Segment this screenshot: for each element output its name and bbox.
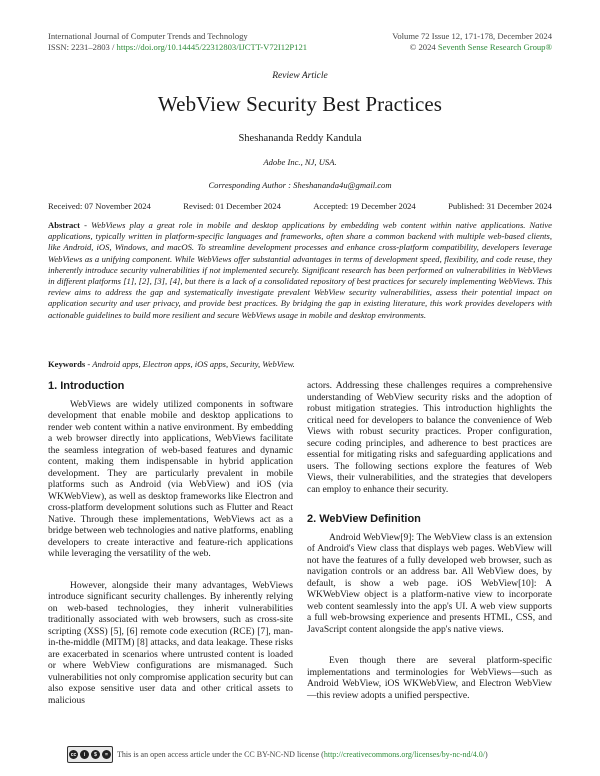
cc-icon: cc	[70, 751, 77, 758]
paper-title: WebView Security Best Practices	[157, 92, 443, 116]
definition-paragraph-2: Even though there are several platform-specific implementations and terminologies for WebViews—such as Android WebView, iOS WKWebView, and Electron WebView—this review adopts a unified perspective.	[307, 656, 552, 701]
publisher-link[interactable]: Seventh Sense Research Group®	[437, 42, 552, 52]
nc-icon: $	[91, 750, 100, 759]
intro-paragraph-2-continued: actors. Addressing these challenges requires a comprehensive understanding of WebView security risks and the adoption of robust mitigation strategies. This introduction highlights the critical need for developers to balance the convenience of Web Views with robust security practices. Proper configuration, secure coding principles, and adherence to best practices are essential for mitigating risks and safeguarding applications and users. The following sections explore the features of Web Views, their vulnerabilities, and the strategies that developers can employ to enhance their security.	[307, 381, 552, 495]
issn: ISSN: 2231–2803 /	[48, 42, 115, 52]
license-text: This is an open access article under the CC BY-NC-ND license (	[117, 750, 324, 759]
copyright: © 2024	[409, 42, 436, 52]
volume-info: Volume 72 Issue 12, 171-178, December 2024	[392, 31, 552, 41]
section-heading-webview-definition: 2. WebView Definition	[307, 513, 421, 525]
intro-paragraph-1: WebViews are widely utilized components in software development that enable mobile and desktop applications to render web content within a native environment. By embedding a web browser directly into applications, WebViews facilitate the seamless integration of web-based features and dynamic content, making them indispensable in hybrid application development. They are particularly prevalent in mobile platforms such as Android (via WebView) and iOS (via WKWebView), as well as desktop frameworks like Electron and cross-platform development solutions such as Flutter and React Native. Through these implementations, WebViews act as a bridge between web technologies and native platforms, enabling developers to create interactive and feature-rich applications while leveraging the versatility of the web.	[48, 399, 293, 559]
keywords-label: Keywords	[48, 359, 86, 369]
doi-link[interactable]: https://doi.org/10.14445/22312803/IJCTT-V72I12P121	[116, 42, 308, 52]
abstract-label: Abstract	[48, 220, 80, 230]
date-accepted: Accepted: 19 December 2024	[313, 201, 416, 211]
journal-header-left	[48, 31, 307, 53]
date-received: Received: 07 November 2024	[48, 201, 151, 211]
section-heading-introduction: 1. Introduction	[48, 380, 125, 392]
cc-license-badge[interactable]	[67, 746, 113, 763]
license-link[interactable]: http://creativecommons.org/licenses/by-nc-nd/4.0/	[323, 750, 485, 759]
intro-paragraph-2: However, alongside their many advantages, WebViews introduce significant security challenges. By inherently relying on web-based technologies, they inherit vulnerabilities traditionally associated with web browsers, such as cross-site scripting (XSS) [5], [6] remote code execution (RCE) [7], man-in-the-middle (MITM) [8] attacks, and data leakage. These risks are exacerbated in scenarios where untrusted content is loaded or where WebView configurations are mismanaged. Such vulnerabilities not only compromise application security but can also expose sensitive user data and other critical assets to malicious	[48, 580, 293, 706]
journal-header-right	[392, 31, 552, 53]
keywords-text: - Android apps, Electron apps, iOS apps, Security, WebView.	[85, 359, 295, 369]
keywords	[48, 359, 552, 369]
nd-icon: =	[102, 750, 111, 759]
journal-name: International Journal of Computer Trends and Technology	[48, 31, 248, 41]
date-revised: Revised: 01 December 2024	[183, 201, 281, 211]
license-footer	[67, 746, 488, 763]
dates-row	[48, 201, 552, 211]
article-type: Review Article	[272, 71, 328, 81]
corresponding-author: Corresponding Author : Sheshananda4u@gmail.com	[208, 180, 392, 190]
definition-paragraph-1: Android WebView[9]: The WebView class is an extension of Android's View class that displays web pages. WebView will not have the features of a fully developed web browser, such as navigation controls or an address bar. All WebView does, by default, is show a web page. iOS WebView[10]: A WKWebView object is a platform-native view to incorporate web content seamlessly into the app's UI. A web view supports a full web-browsing experience and presents HTML, CSS, and JavaScript content alongside the app's native views.	[307, 532, 552, 635]
date-published: Published: 31 December 2024	[448, 201, 552, 211]
affiliation: Adobe Inc., NJ, USA.	[263, 157, 337, 167]
abstract	[48, 220, 552, 321]
left-column	[48, 381, 293, 719]
by-icon: i	[80, 750, 89, 759]
author-name: Sheshananda Reddy Kandula	[238, 133, 362, 144]
license-text-end: )	[485, 750, 488, 759]
abstract-text: - WebViews play a great role in mobile and desktop applications by embedding web content within native applications. Native applications, typically written in platform-specific languages and frameworks, often share a common backend with multiple web-based clients, like Android, iOS, Windows, and macOS. To streamline development processes and enhance cross-platform compatibility, developers leverage WebViews as a unifying component. While WebViews offer substantial advantages in terms of development speed, flexibility, and code reuse, they inherently introduce security vulnerabilities if not implemented securely. Significant research has been performed on vulnerabilities in WebViews in different platforms [1], [2], [3], [4], but there is a lack of a consolidated repository of best practices for securely implementing WebViews. This review aims to address the gap and systematically investigate prevalent WebView security vulnerabilities, assess their potential impact on application security and user privacy, and provide best practices. By bridging the gap in existing literature, this work provides developers with actionable guidelines to build more resilient and secure WebViews usage in mobile and desktop environments.	[48, 220, 552, 320]
right-column	[307, 381, 552, 714]
